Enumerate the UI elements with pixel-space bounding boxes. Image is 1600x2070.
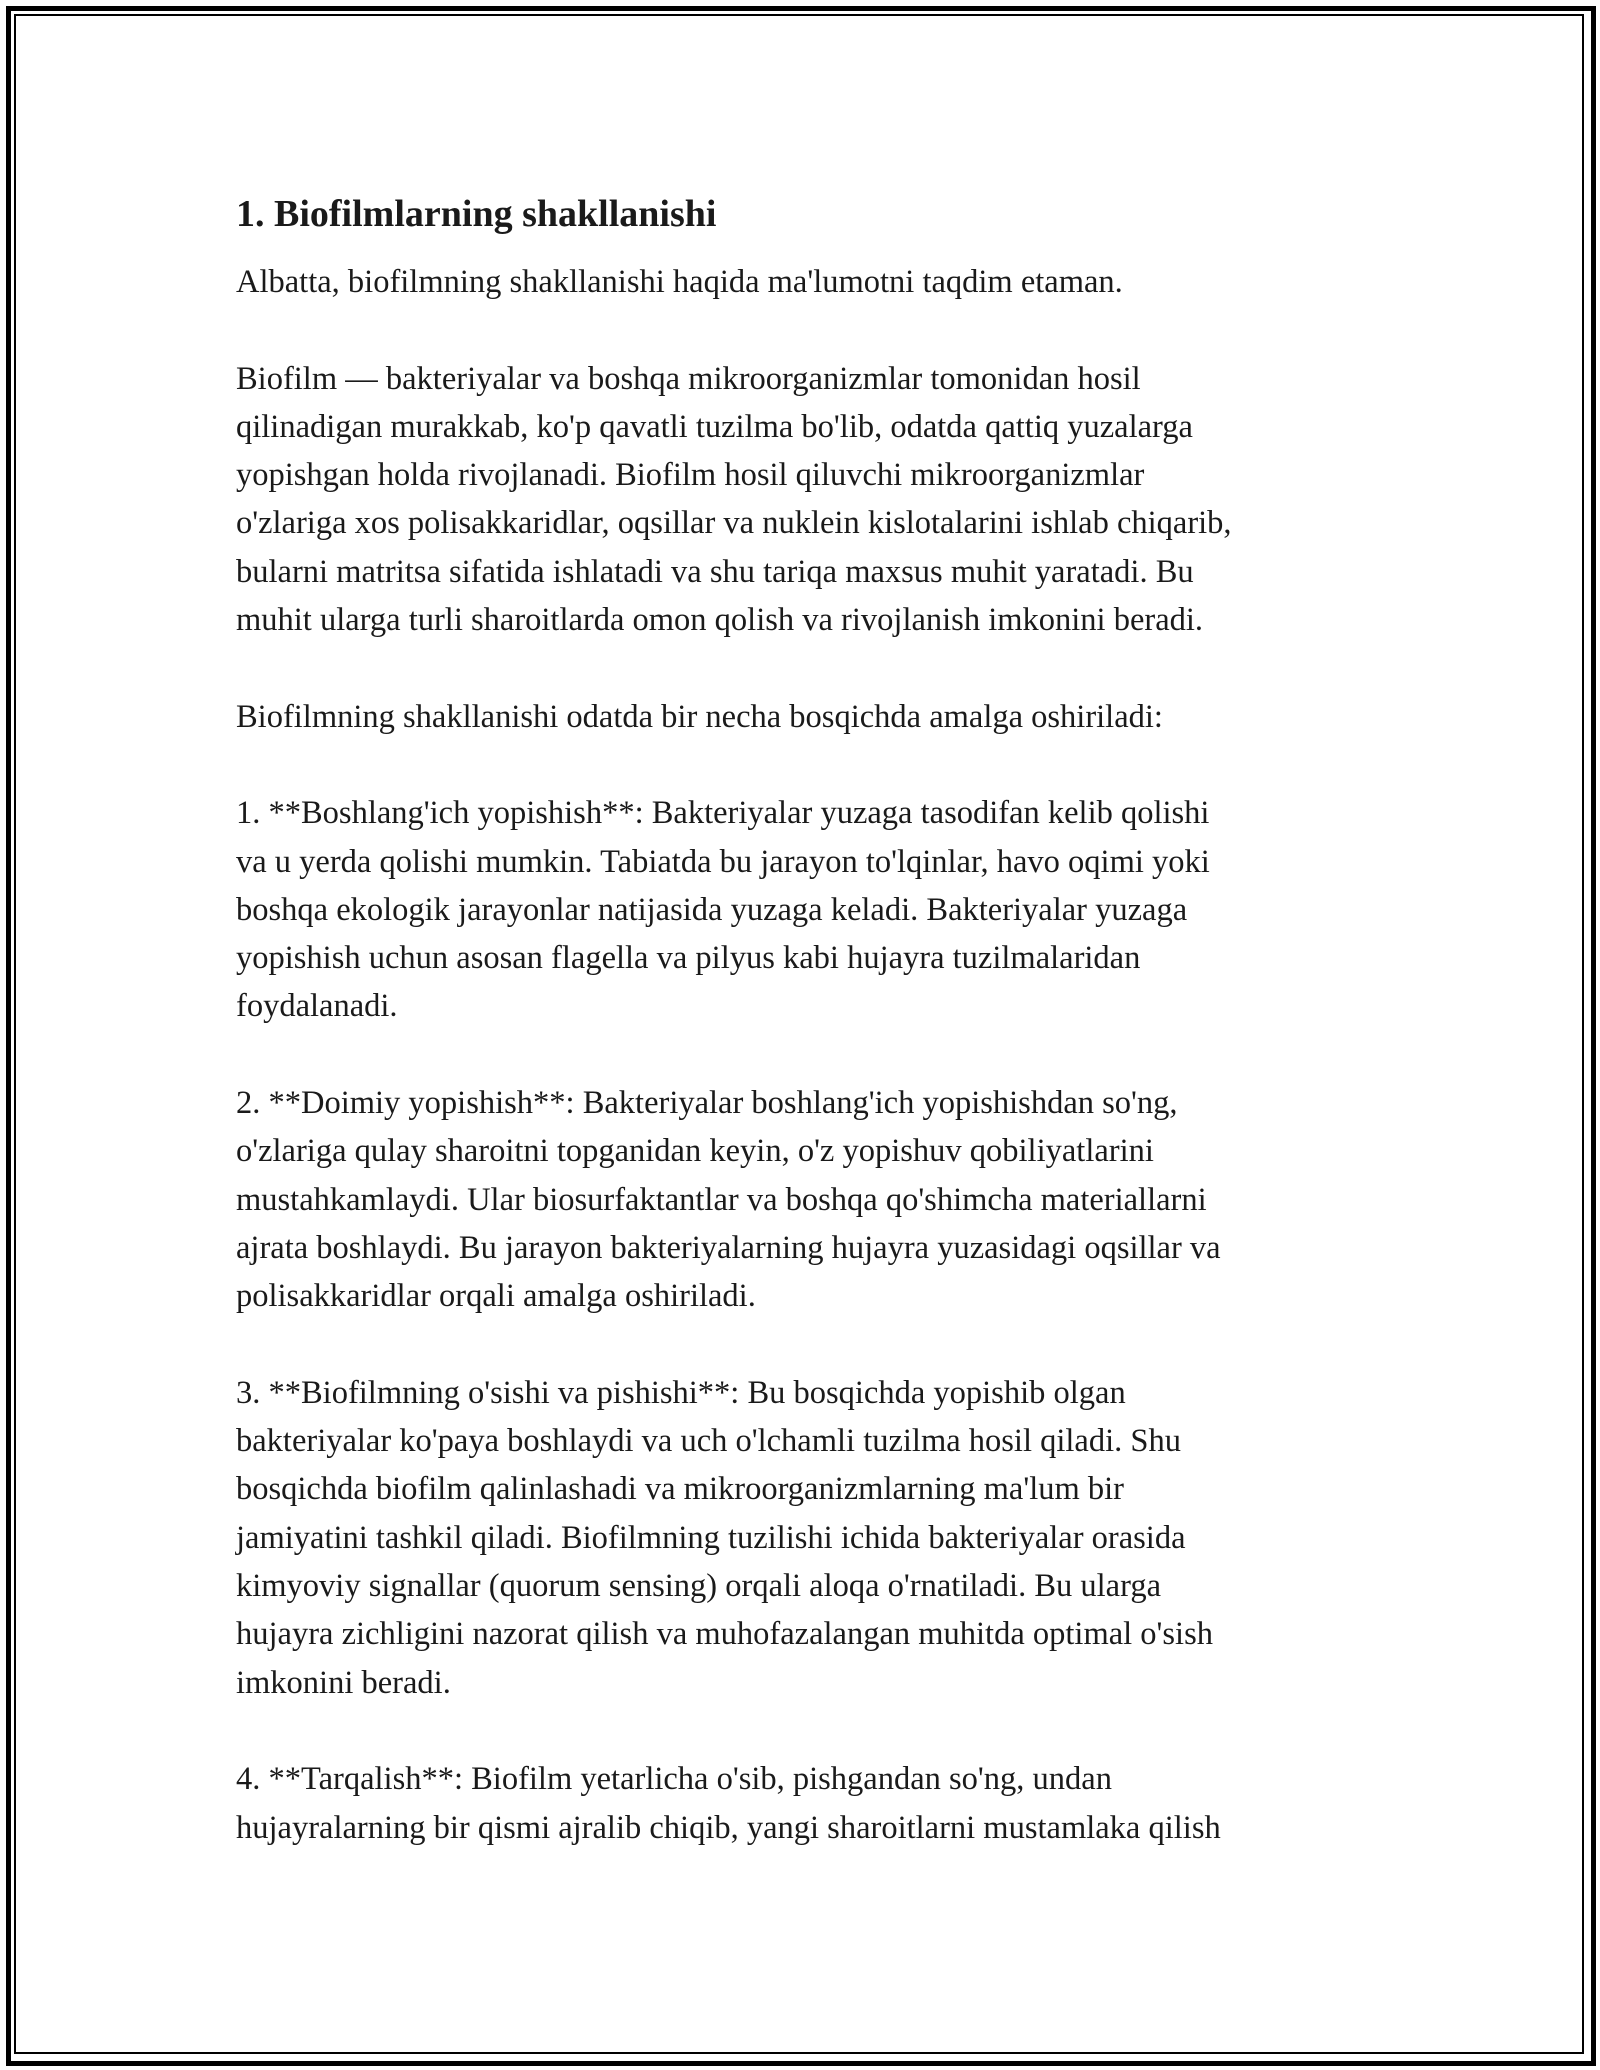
definition-paragraph: Biofilm — bakteriyalar va boshqa mikroorganizmlar tomonidan hosil qilinadigan murakkab, ko'p qavatli tuzilma bo'lib, odatda qattiq yuzalarga yopishgan holda rivojlanadi. Biofilm hosil qiluvchi mikroorganizmlar o'zlariga xos polisakkaridlar, oqsillar va nuklein kislotalarini ishlab chiqarib, bularni matritsa sifatida ishlatadi va shu tariqa maxsus muhit yaratadi. Bu muhit ularga turli sharoitlarda omon qolish va rivojlanish imkonini beradi. bbox=[236, 360, 1232, 639]
intro-paragraph: Albatta, biofilmning shakllanishi haqida ma'lumotni taqdim etaman. bbox=[236, 264, 1123, 300]
stage-3-paragraph: 3. **Biofilmning o'sishi va pishishi**: Bu bosqichda yopishib olgan bakteriyalar ko'paya boshlaydi va uch o'lchamli tuzilma hosil qiladi. Shu bosqichda biofilm qalinlashadi va mikroorganizmlarning ma'lum bir jamiyatini tashkil qiladi. Biofilmning tuzilishi ichida bakteriyalar orasida kimyoviy signallar (quorum sensing) orqali aloqa o'rnatiladi. Bu ularga hujayra zichligini nazorat qilish va muhofazalangan muhitda optimal o'sish imkonini beradi. bbox=[236, 1374, 1213, 1701]
stage-2-paragraph: 2. **Doimiy yopishish**: Bakteriyalar boshlang'ich yopishishdan so'ng, o'zlariga qulay sharoitni topganidan keyin, o'z yopishuv qobiliyatlarini mustahkamlaydi. Ular biosurfaktantlar va boshqa qo'shimcha materiallarni ajrata boshlaydi. Bu jarayon bakteriyalarning hujayra yuzasidagi oqsillar va polisakkaridlar orqali amalga oshiriladi. bbox=[236, 1085, 1221, 1315]
section-heading: 1. Biofilmlarning shakllanishi bbox=[236, 193, 717, 235]
stages-intro-paragraph: Biofilmning shakllanishi odatda bir necha bosqichda amalga oshiriladi: bbox=[236, 698, 1163, 735]
document-body bbox=[236, 186, 1386, 1900]
stage-4-paragraph: 4. **Tarqalish**: Biofilm yetarlicha o'sib, pishgandan so'ng, undan hujayralarning bir qismi ajralib chiqib, yangi sharoitlarni mustamlaka qilish bbox=[236, 1761, 1221, 1846]
stage-1-paragraph: 1. **Boshlang'ich yopishish**: Bakteriyalar yuzaga tasodifan kelib qolishi va u yerda qolishi mumkin. Tabiatda bu jarayon to'lqinlar, havo oqimi yoki boshqa ekologik jarayonlar natijasida yuzaga keladi. Bakteriyalar yuzaga yopishish uchun asosan flagella va pilyus kabi hujayra tuzilmalaridan foydalanadi. bbox=[236, 795, 1210, 1025]
